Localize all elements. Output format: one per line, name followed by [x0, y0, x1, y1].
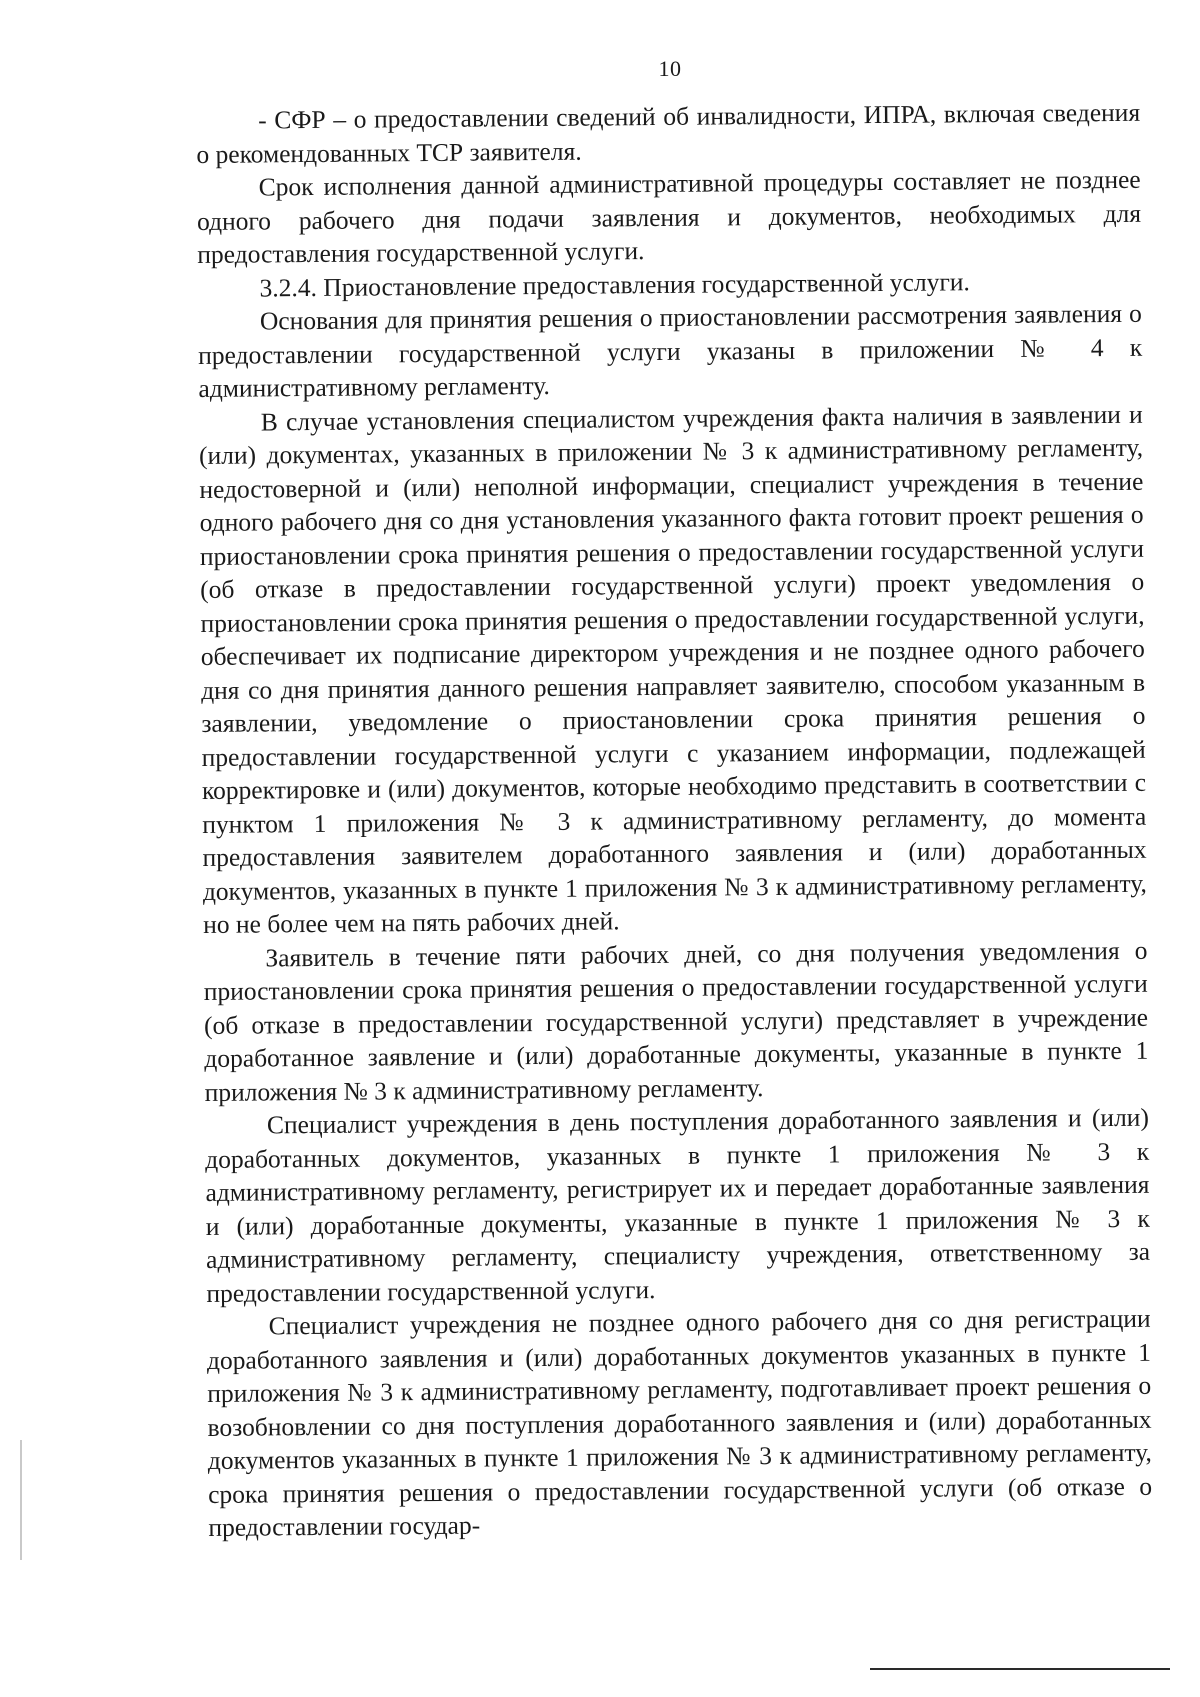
page-number: 10	[658, 56, 682, 81]
paragraph-applicant-resubmission: Заявитель в течение пяти рабочих дней, со дня получения уведомления о приостановлении срока принятия решения о предоставлении государственной услуги (об отказе в предоставлении государственной услуги) представляет в учреждение доработанное заявление и (или) доработанные документы, указанные в пункте 1 приложения № 3 к административному регламенту.	[203, 935, 1149, 1107]
paragraph-specialist-registration: Специалист учреждения в день поступления доработанного заявления и (или) доработанных документов, указанных в пункте 1 приложения № 3 к административному регламенту, регистрирует их и передает доработанные заявления и (или) доработанные документы, указанные в пункте 1 приложения № 3 к административному регламенту, специалисту учреждения, ответственному за предоставлении государственной услуги.	[205, 1102, 1151, 1308]
paragraph-suspension-grounds: Основания для принятия решения о приостановлении рассмотрения заявления о предоставлении государственной услуги указаны в приложении № 4 к административному регламенту.	[198, 298, 1143, 403]
paragraph-procedure-deadline: Срок исполнения данной административной процедуры составляет не позднее одного рабочего дня подачи заявления и документов, необходимых для предоставления государственной услуги.	[196, 164, 1142, 269]
scan-artifact-left-edge	[20, 1440, 22, 1560]
section-heading-3-2-4: 3.2.4. Приостановление предоставления государственной услуги.	[259, 266, 970, 302]
paragraph-resumption-decision: Специалист учреждения не позднее одного рабочего дня со дня регистрации доработанного заявления и (или) доработанных документов указанных в пункте 1 приложения № 3 к административному регламенту, подготавливает проект решения о возобновлении со дня поступления доработанного заявления и (или) доработанных документов указанных в пункте 1 приложения № 3 к административному регламенту, срока принятия решения о предоставлении государственной услуги (об отказе о предоставлении государ-	[206, 1303, 1153, 1542]
paragraph-inaccurate-information: В случае установления специалистом учреждения факта наличия в заявлении и (или) документах, указанных в приложении № 3 к административному регламенту, недостоверной и (или) неполной информации, специалист учреждения в течение одного рабочего дня со дня установления указанного факта готовит проект решения о приостановлении срока принятия решения о предоставлении государственной услуги (об отказе в предоставлении государственной услуги) проект уведомления о приостановлении срока принятия решения о предоставлении государственной услуги, обеспечивает их подписание директором учреждения и не позднее одного рабочего дня со дня принятия данного решения направляет заявителю, способом указанным в заявлении, уведомление о приостановлении срока принятия решения о предоставлении государственной услуги с указанием информации, подлежащей корректировке и (или) документов, которые необходимо представить в соответствии с пунктом 1 приложения № 3 к административному регламенту, до момента предоставления заявителем доработанного заявления и (или) доработанных документов, указанных в пункте 1 приложения № 3 к административному регламенту, но не более чем на пять рабочих дней.	[198, 399, 1147, 939]
paragraph-sfr-request: - СФР – о предоставлении сведений об инвалидности, ИПРА, включая сведения о рекомендованных ТСР заявителя.	[196, 97, 1141, 169]
scan-artifact-bottom-line	[870, 1668, 1170, 1670]
document-body	[196, 96, 1153, 1545]
